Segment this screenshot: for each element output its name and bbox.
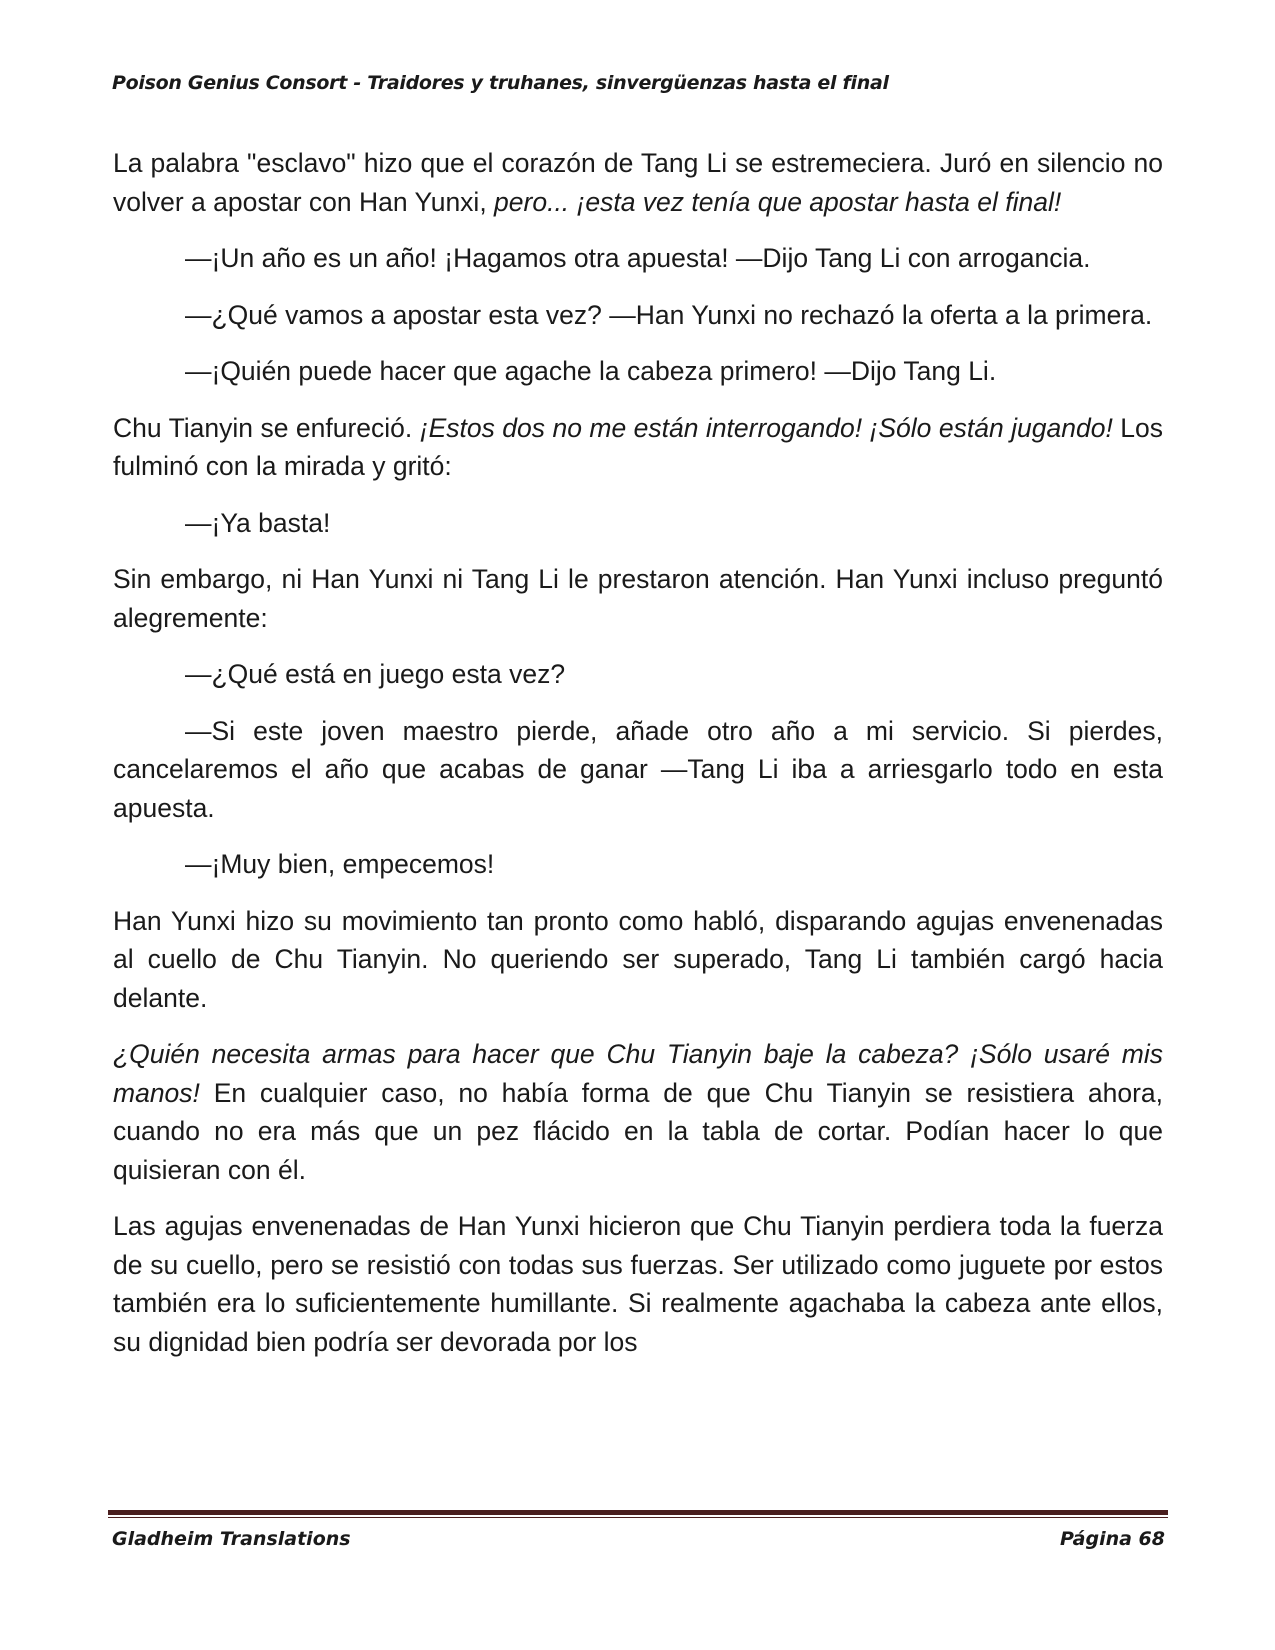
footer-page-number: Página 68: [1059, 1528, 1165, 1550]
footer-divider-thick: [108, 1510, 1168, 1515]
text-segment: —¡Ya basta!: [185, 507, 331, 538]
paragraph: [113, 560, 1163, 637]
text-segment: —¡Muy bien, empecemos!: [185, 849, 495, 879]
chapter-body: [113, 144, 1163, 1379]
paragraph: [113, 409, 1163, 486]
paragraph: [113, 902, 1163, 1018]
paragraph: [113, 239, 1163, 278]
paragraph: [113, 1207, 1163, 1361]
footer-translator: Gladheim Translations: [112, 1528, 351, 1550]
paragraph: [113, 504, 1163, 543]
footer-divider: [108, 1510, 1168, 1518]
paragraph: [113, 1035, 1163, 1189]
text-segment: —¡Un año es un año! ¡Hagamos otra apuesta! —Dijo Tang Li con arrogancia.: [185, 243, 1091, 273]
text-segment: —Si este joven maestro pierde, añade otro año a mi servicio. Si pierdes, cancelaremos el año que acabas de ganar —Tang Li iba a arriesgarlo todo en esta apuesta.: [113, 715, 1163, 823]
paragraph: [113, 352, 1163, 391]
text-segment: —¿Qué está en juego esta vez?: [185, 659, 566, 689]
italic-text-segment: ¡Estos dos no me están interrogando! ¡Sólo están jugando!: [419, 412, 1113, 443]
text-segment: —¡Quién puede hacer que agache la cabeza primero! —Dijo Tang Li.: [185, 356, 997, 386]
paragraph: [113, 296, 1163, 335]
italic-text-segment: pero... ¡esta vez tenía que apostar hasta el final!: [494, 186, 1062, 217]
text-segment: Chu Tianyin se enfureció.: [113, 412, 420, 443]
page-header-title: Poison Genius Consort - Traidores y truhanes, sinvergüenzas hasta el final: [112, 72, 889, 94]
text-segment: Los fulminó con la mirada y gritó:: [113, 412, 1163, 481]
paragraph: [113, 845, 1163, 884]
text-segment: Han Yunxi hizo su movimiento tan pronto como habló, disparando agujas envenenadas al cuello de Chu Tianyin. No queriendo ser superado, Tang Li también cargó hacia delante.: [113, 905, 1163, 1013]
italic-text-segment: ¿Quién necesita armas para hacer que Chu Tianyin baje la cabeza? ¡Sólo usaré mis manos!: [113, 1039, 1163, 1108]
text-segment: Las agujas envenenadas de Han Yunxi hicieron que Chu Tianyin perdiera toda la fuerza de su cuello, pero se resistió con todas sus fuerzas. Ser utilizado como juguete por estos también era lo suficientemente humillante. Si realmente agachaba la cabeza ante ellos, su dignidad bien podría ser devorada por los: [113, 1211, 1163, 1357]
text-segment: La palabra "esclavo" hizo que el corazón de Tang Li se estremeciera. Juró en silencio no volver a apostar con Han Yunxi,: [113, 148, 1163, 217]
paragraph: [113, 655, 1163, 694]
text-segment: —¿Qué vamos a apostar esta vez? —Han Yunxi no rechazó la oferta a la primera.: [185, 299, 1153, 330]
footer-divider-thin: [108, 1517, 1168, 1518]
paragraph: [113, 144, 1163, 221]
text-segment: En cualquier caso, no había forma de que Chu Tianyin se resistiera ahora, cuando no era más que un pez flácido en la tabla de cortar. Podían hacer lo que quisieran con él.: [113, 1077, 1163, 1185]
paragraph: [113, 712, 1163, 828]
text-segment: Sin embargo, ni Han Yunxi ni Tang Li le prestaron atención. Han Yunxi incluso preguntó alegremente:: [113, 564, 1163, 633]
